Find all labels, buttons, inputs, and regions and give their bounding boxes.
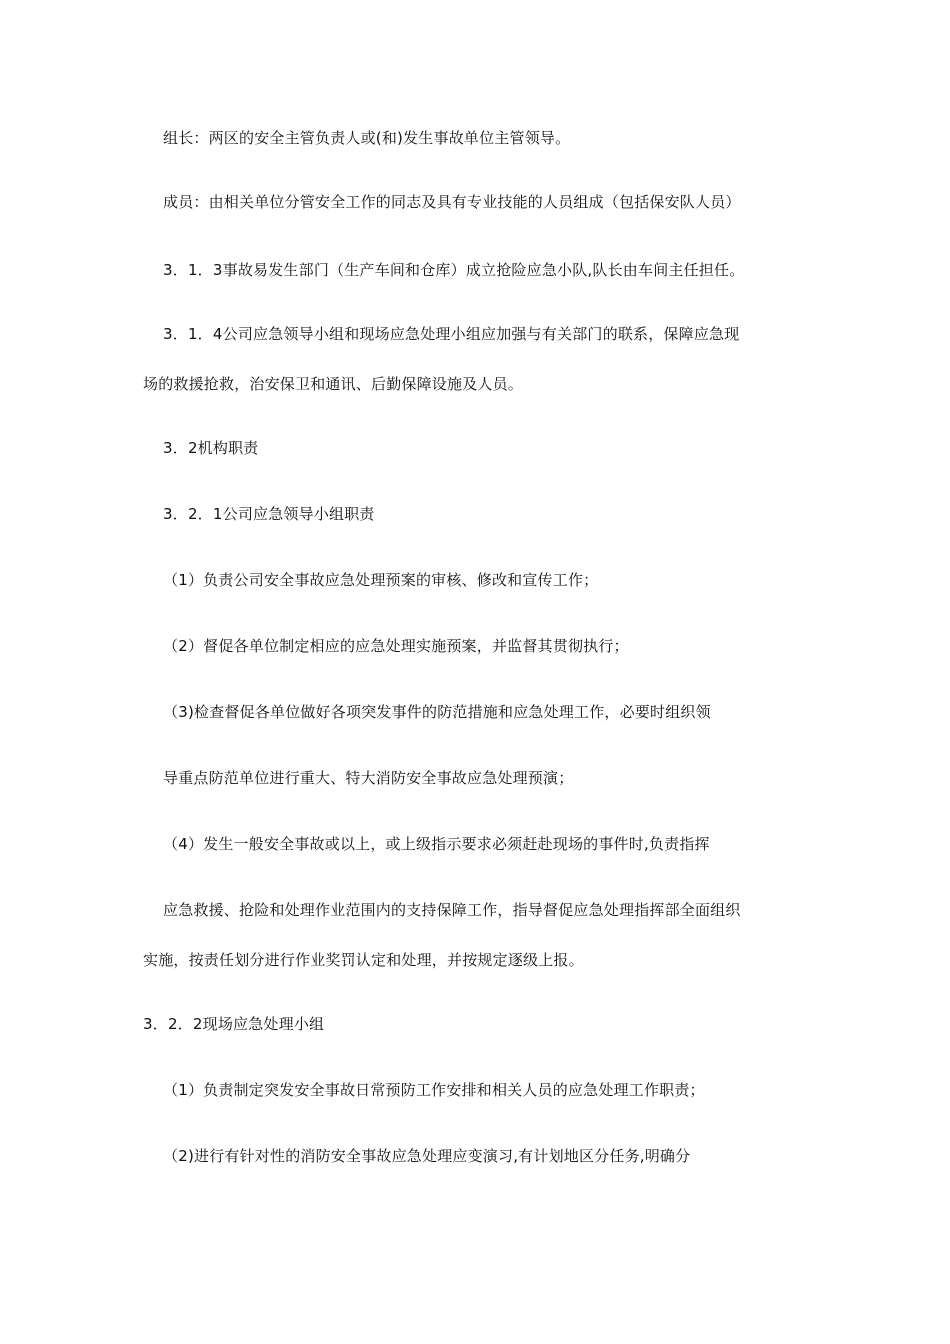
text-line: 导重点防范单位进行重大、特大消防安全事故应急处理预演； — [163, 769, 574, 787]
text-line: 组长：两区的安全主管负责人或(和)发生事故单位主管领导。 — [163, 129, 571, 147]
subsection-heading: 3．2．2现场应急处理小组 — [143, 1015, 325, 1033]
text-line: 3．1．4公司应急领导小组和现场应急处理小组应加强与有关部门的联系，保障应急现 — [163, 325, 740, 343]
text-line: （4）发生一般安全事故或以上，或上级指示要求必须赶赴现场的事件时,负责指挥 — [163, 835, 710, 853]
text-line: （3)检查督促各单位做好各项突发事件的防范措施和应急处理工作，必要时组织领 — [163, 703, 711, 721]
text-line: （1）负责制定突发安全事故日常预防工作安排和相关人员的应急处理工作职责； — [163, 1081, 705, 1099]
section-heading: 3．2机构职责 — [163, 439, 259, 457]
text-line: （2）督促各单位制定相应的应急处理实施预案，并监督其贯彻执行； — [163, 637, 629, 655]
text-line: 成员：由相关单位分管安全工作的同志及具有专业技能的人员组成（包括保安队人员） — [163, 193, 741, 211]
text-line: 实施，按责任划分进行作业奖罚认定和处理，并按规定逐级上报。 — [143, 951, 584, 969]
text-line: （2)进行有针对性的消防安全事故应急处理应变演习,有计划地区分任务,明确分 — [163, 1147, 691, 1165]
text-line: 应急救援、抢险和处理作业范围内的支持保障工作，指导督促应急处理指挥部全面组织 — [163, 901, 741, 919]
subsection-heading: 3．2．1公司应急领导小组职责 — [163, 505, 375, 523]
text-line: 3．1．3事故易发生部门（生产车间和仓库）成立抢险应急小队,队长由车间主任担任。 — [163, 261, 745, 279]
text-line: 场的救援抢救，治安保卫和通讯、后勤保障设施及人员。 — [143, 375, 524, 393]
text-line: （1）负责公司安全事故应急处理预案的审核、修改和宣传工作； — [163, 571, 599, 589]
